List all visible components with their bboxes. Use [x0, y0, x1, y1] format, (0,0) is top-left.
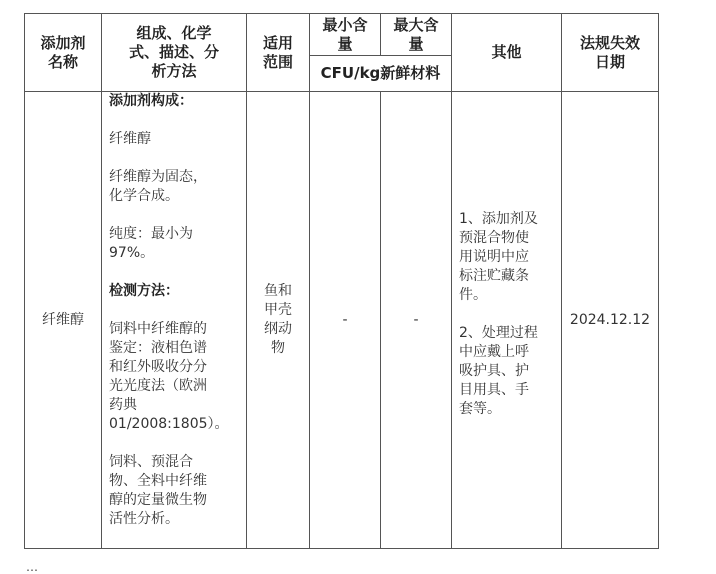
header-composition: 组成、化学 式、描述、分 析方法: [102, 14, 247, 92]
cell-expiry-date: 2024.12.12: [562, 92, 659, 549]
composition-desc-line: 化学合成。: [109, 188, 179, 204]
composition-item: 纤维醇: [109, 131, 151, 147]
method1-line: 和红外吸收分分: [109, 359, 207, 375]
cell-additive-name: 纤维醇: [25, 92, 102, 549]
composition-title: 添加剂构成：: [109, 93, 193, 109]
composition-desc-line: 纤维醇为固态，: [109, 169, 207, 185]
regulation-table: [24, 13, 659, 549]
header-scope: 适用 范围: [247, 14, 310, 92]
header-expiry-date: 法规失效 日期: [562, 14, 659, 92]
header-min-content: 最小含 量: [310, 14, 381, 56]
purity-line: 97%。: [109, 245, 155, 261]
cell-max-content: -: [381, 92, 452, 549]
cell-min-content: -: [310, 92, 381, 549]
cell-scope: 鱼和 甲壳 纲动 物: [247, 92, 310, 549]
method2-line: 醇的定量微生物: [109, 492, 207, 508]
purity-line: 纯度：最小为: [109, 226, 193, 242]
header-other: 其他: [452, 14, 562, 92]
header-additive-name: 添加剂 名称: [25, 14, 102, 92]
method1-line: 光光度法（欧洲: [109, 378, 207, 394]
header-max-content: 最大含 量: [381, 14, 452, 56]
data-row: [25, 92, 659, 549]
method1-line: 01/2008:1805）。: [109, 416, 229, 432]
method1-line: 饲料中纤维醇的: [109, 321, 207, 337]
cell-other: 1、添加剂及 预混合物使 用说明中应 标注贮藏条 件。 2、处理过程 中应戴上呼 吸护具、护 目用具、手 套等。: [452, 92, 562, 549]
composition-content: [109, 92, 240, 548]
method1-line: 药典: [109, 397, 137, 413]
method2-line: 物、全料中纤维: [109, 473, 207, 489]
footer-fragment: …: [26, 560, 38, 574]
header-unit: CFU/kg新鲜材料: [310, 56, 452, 92]
method2-line: 活性分析。: [109, 511, 179, 527]
method2-line: 饲料、预混合: [109, 454, 193, 470]
cell-composition: [102, 92, 247, 549]
method-title: 检测方法：: [109, 283, 179, 299]
header-row-top: [25, 14, 659, 56]
method1-line: 鉴定：液相色谱: [109, 340, 207, 356]
